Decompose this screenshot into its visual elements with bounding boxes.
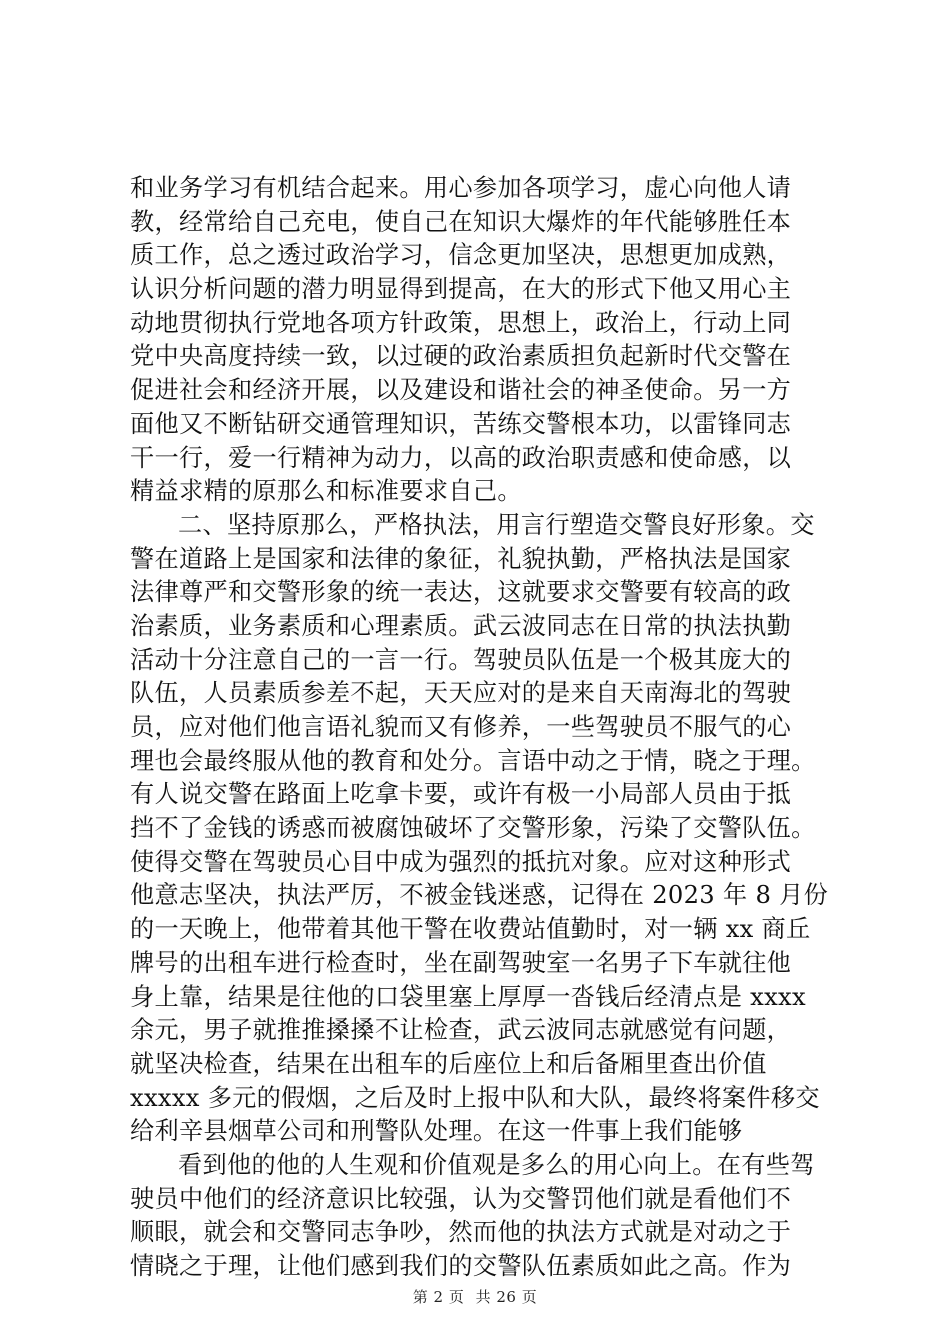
text-line: 就坚决检查，结果在出租车的后座位上和后备厢里查出价值 bbox=[130, 1049, 767, 1078]
text-line: 警在道路上是国家和法律的象征，礼貌执勤，严格执法是国家 bbox=[130, 544, 792, 573]
text-line: 顺眼，就会和交警同志争吵，然而他的执法方式就是对动之于 bbox=[130, 1218, 792, 1247]
text-line: 认识分析问题的潜力明显得到提高，在大的形式下他又用心主 bbox=[130, 275, 792, 304]
text-line: 驶员中他们的经济意识比较强，认为交警罚他们就是看他们不 bbox=[130, 1184, 792, 1213]
text-line: 理也会最终服从他的教育和处分。言语中动之于情，晓之于理。 bbox=[130, 746, 816, 775]
text-line: 教，经常给自己充电，使自己在知识大爆炸的年代能够胜任本 bbox=[130, 207, 792, 236]
text-line: 质工作，总之透过政治学习，信念更加坚决，思想更加成熟， bbox=[130, 241, 792, 270]
text-line: 法律尊严和交警形象的统一表达，这就要求交警要有较高的政 bbox=[130, 578, 792, 607]
text-line: 身上靠，结果是往他的口袋里塞上厚厚一沓钱后经清点是 xxxx bbox=[130, 982, 806, 1011]
text-line: 情晓之于理，让他们感到我们的交警队伍素质如此之高。作为 bbox=[130, 1252, 792, 1280]
text-line: 治素质，业务素质和心理素质。武云波同志在日常的执法执勤 bbox=[130, 611, 792, 640]
document-body bbox=[130, 172, 830, 1284]
text-line: 牌号的出租车进行检查时，坐在副驾驶室一名男子下车就往他 bbox=[130, 948, 792, 977]
text-line: xxxxx 多元的假烟，之后及时上报中队和大队，最终将案件移交 bbox=[130, 1083, 820, 1112]
text-line: 给利辛县烟草公司和刑警队处理。在这一件事上我们能够 bbox=[130, 1117, 743, 1146]
text-line: 员，应对他们他言语礼貌而又有修养，一些驾驶员不服气的心 bbox=[130, 713, 792, 741]
text-line: 动地贯彻执行党地各项方针政策，思想上，政治上，行动上同 bbox=[130, 308, 792, 337]
text-line: 余元，男子就推推搡搡不让检查，武云波同志就感觉有问题， bbox=[130, 1016, 792, 1045]
text-line: 使得交警在驾驶员心目中成为强烈的抵抗对象。应对这种形式 bbox=[130, 847, 792, 876]
text-line: 促进社会和经济开展，以及建设和谐社会的神圣使命。另一方 bbox=[130, 376, 792, 405]
page-total: 共 26 页 bbox=[475, 1288, 538, 1306]
page-number: 第 2 页 bbox=[412, 1288, 465, 1306]
text-line: 干一行，爱一行精神为动力，以高的政治职责感和使命感，以 bbox=[130, 443, 792, 472]
text-line: 活动十分注意自己的一言一行。驾驶员队伍是一个极其庞大的 bbox=[130, 645, 792, 674]
text-line: 二、坚持原那么，严格执法，用言行塑造交警良好形象。交 bbox=[178, 510, 815, 539]
text-line: 队伍，人员素质参差不起，天天应对的是来自天南海北的驾驶 bbox=[130, 679, 792, 708]
text-line: 看到他的他的人生观和价值观是多么的用心向上。在有些驾 bbox=[178, 1150, 815, 1179]
text-line: 和业务学习有机结合起来。用心参加各项学习，虚心向他人请 bbox=[130, 174, 792, 202]
text-line: 面他又不断钻研交通管理知识，苦练交警根本功，以雷锋同志 bbox=[130, 409, 792, 438]
page-footer bbox=[0, 1286, 950, 1307]
text-line: 有人说交警在路面上吃拿卡要，或许有极一小局部人员由于抵 bbox=[130, 780, 792, 809]
text-line: 精益求精的原那么和标准要求自己。 bbox=[130, 477, 522, 506]
text-line: 党中央高度持续一致，以过硬的政治素质担负起新时代交警在 bbox=[130, 342, 792, 371]
text-line: 的一天晚上，他带着其他干警在收费站值勤时，对一辆 xx 商丘 bbox=[130, 915, 811, 944]
text-line: 挡不了金钱的诱惑而被腐蚀破坏了交警形象，污染了交警队伍。 bbox=[130, 814, 816, 843]
text-line: 他意志坚决，执法严厉，不被金钱迷惑，记得在 2023 年 8 月份 bbox=[130, 881, 829, 910]
